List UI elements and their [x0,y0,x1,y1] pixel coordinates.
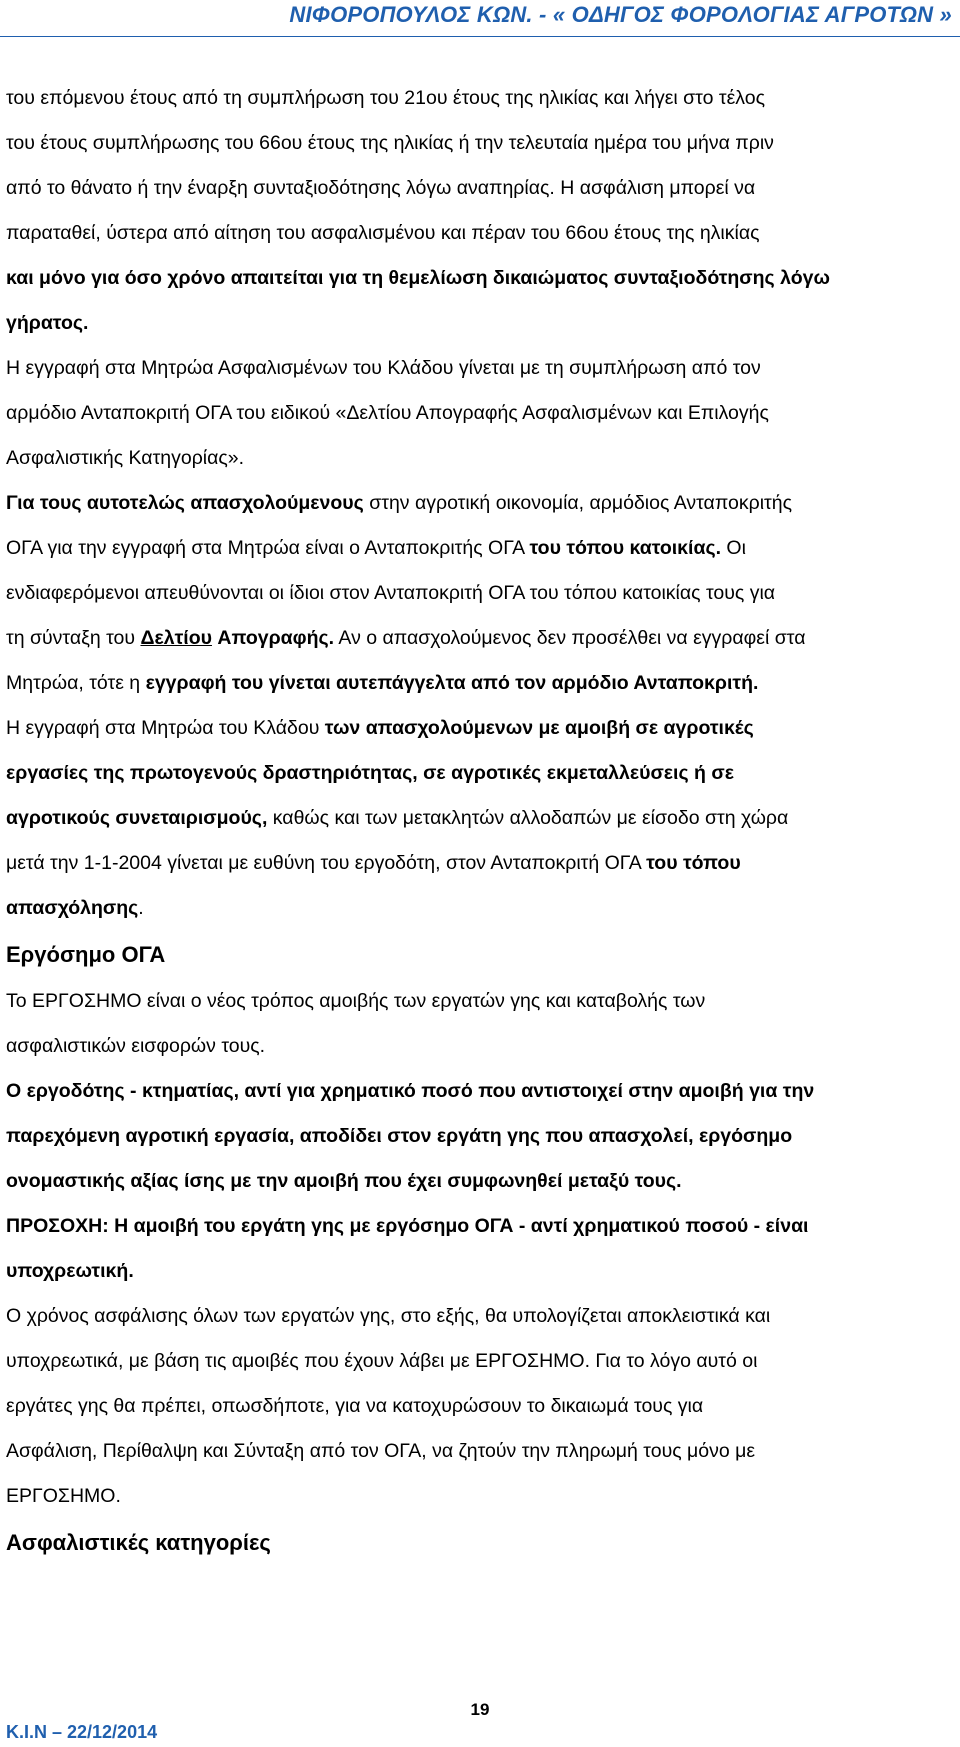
bold-text: του τόπου [646,852,741,874]
bold-text: των απασχολούμενων με αμοιβή σε αγροτικές [324,717,754,739]
text-run: Οι [721,537,746,559]
text-line: παρεχόμενη αγροτική εργασία, αποδίδει στον εργάτη γης που απασχολεί, εργόσημο [6,1125,793,1147]
text-line [6,886,954,931]
text-run: ΟΓΑ για την εγγραφή στα Μητρώα είναι ο Ανταποκριτής ΟΓΑ [6,537,530,559]
text-line: Η εγγραφή στα Μητρώα Ασφαλισμένων του Κλάδου γίνεται με τη συμπλήρωση από τον [6,357,761,379]
paragraph [6,1294,954,1519]
paragraph [6,1069,954,1204]
bold-text: Απογραφής. [217,627,335,649]
text-line [6,706,954,751]
paragraph [6,76,954,346]
text-line: ασφαλιστικών εισφορών τους. [6,1035,266,1057]
paragraph [6,481,954,706]
text-line [6,526,954,571]
section-heading: Εργόσημο ΟΓΑ [6,942,166,967]
paragraph [6,346,954,481]
text-line: του επόμενου έτους από τη συμπλήρωση του 21ου έτους της ηλικίας και λήγει στο τέλος [6,87,765,109]
text-run: Αν ο απασχολούμενος δεν προσέλθει να εγγραφεί στα [334,627,806,649]
text-line: αρμόδιο Ανταποκριτή ΟΓΑ του ειδικού «Δελτίου Απογραφής Ασφαλισμένων και Επιλογής [6,402,769,424]
text-run: Μητρώα, τότε η [6,672,146,694]
text-line: ΕΡΓΟΣΗΜΟ. [6,1485,121,1507]
text-line: του έτους συμπλήρωσης του 66ου έτους της ηλικίας ή την τελευταία ημέρα του μήνα πριν [6,132,774,154]
text-line: και μόνο για όσο χρόνο απαιτείται για τη θεμελίωση δικαιώματος συνταξιοδότησης λόγω [6,267,830,289]
page-body [6,76,954,1567]
paragraph [6,706,954,931]
text-run: στην αγροτική οικονομία, αρμόδιος Ανταποκριτής [363,492,792,514]
paragraph [6,1204,954,1294]
text-line: γήρατος. [6,312,89,334]
paragraph [6,979,954,1069]
text-line: Ο εργοδότης - κτηματίας, αντί για χρηματικό ποσό που αντιστοιχεί στην αμοιβή για την [6,1080,815,1102]
text-line: Ο χρόνος ασφάλισης όλων των εργατών γης, στο εξής, θα υπολογίζεται αποκλειστικά και [6,1305,771,1327]
text-run: . [138,897,144,919]
bold-text: του τόπου κατοικίας. [529,537,722,559]
text-line [6,661,954,706]
text-line [6,841,954,886]
text-line: εργασίες της πρωτογενούς δραστηριότητας, σε αγροτικές εκμεταλλεύσεις ή σε [6,762,734,784]
text-run: τη σύνταξη του [6,627,141,649]
footer-note: Κ.Ι.Ν – 22/12/2014 [6,1722,158,1742]
page-number: 19 [470,1700,490,1719]
text-line: εργάτες γης θα πρέπει, οπωσδήποτε, για να κατοχυρώσουν το δικαιωμά τους για [6,1395,704,1417]
text-line: ονομαστικής αξίας ίσης με την αμοιβή που έχει συμφωνηθεί μεταξύ τους. [6,1170,682,1192]
text-line [6,796,954,841]
text-line: ενδιαφερόμενοι απευθύνονται οι ίδιοι στον Ανταποκριτή ΟΓΑ του τόπου κατοικίας τους για [6,582,776,604]
section-heading: Ασφαλιστικές κατηγορίες [6,1530,271,1555]
bold-underlined-text: Δελτίου [140,627,212,649]
text-line [6,481,954,526]
page-header: ΝΙΦΟΡΟΠΟΥΛΟΣ ΚΩΝ. - « ΟΔΗΓΟΣ ΦΟΡΟΛΟΓΙΑΣ ΑΓΡΟΤΩΝ » [289,2,952,27]
text-line: Ασφαλιστικής Κατηγορίας». [6,447,245,469]
text-run: Η εγγραφή στα Μητρώα του Κλάδου [6,717,325,739]
text-run: μετά την 1-1-2004 γίνεται με ευθύνη του εργοδότη, στον Ανταποκριτή ΟΓΑ [6,852,647,874]
header-divider [0,36,960,37]
bold-text: Για τους αυτοτελώς απασχολούμενους [6,492,364,514]
text-line: ΠΡΟΣΟΧΗ: Η αμοιβή του εργάτη γης με εργόσημο ΟΓΑ - αντί χρηματικού ποσού - είναι [6,1215,809,1237]
bold-text: απασχόλησης [6,897,139,919]
text-line: υποχρεωτική. [6,1260,134,1282]
text-line: υποχρεωτικά, με βάση τις αμοιβές που έχουν λάβει με ΕΡΓΟΣΗΜΟ. Για το λόγο αυτό οι [6,1350,758,1372]
text-line: παραταθεί, ύστερα από αίτηση του ασφαλισμένου και πέραν του 66ου έτους της ηλικίας [6,222,760,244]
bold-text: αγροτικούς συνεταιρισμούς, [6,807,268,829]
text-line: Ασφάλιση, Περίθαλψη και Σύνταξη από τον ΟΓΑ, να ζητούν την πληρωμή τους μόνο με [6,1440,756,1462]
bold-text: εγγραφή του γίνεται αυτεπάγγελτα από τον αρμόδιο Ανταποκριτή. [145,672,759,694]
text-line: Το ΕΡΓΟΣΗΜΟ είναι ο νέος τρόπος αμοιβής των εργατών γης και καταβολής των [6,990,706,1012]
text-run: καθώς και των μετακλητών αλλοδαπών με είσοδο στη χώρα [267,807,789,829]
text-line: από το θάνατο ή την έναρξη συνταξιοδότησης λόγω αναπηρίας. Η ασφάλιση μπορεί να [6,177,756,199]
text-line [6,616,954,661]
